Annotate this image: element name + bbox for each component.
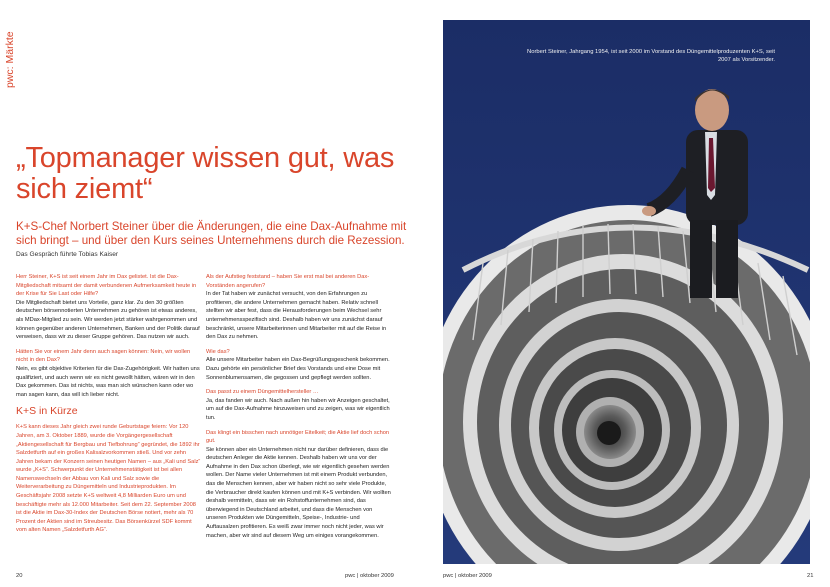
section-rubric	[4, 18, 18, 88]
byline: Das Gespräch führte Tobias Kaiser	[16, 251, 119, 258]
info-box-text: K+S kann dieses Jahr gleich zwei runde Geburtstage feiern: Vor 120 Jahren, am 3. Oktober 1889, wurde die Vorgängergesellschaft „Aktiengesellschaft für Bergbau und Tiefbohrung“ gegründet, die 1892 ihr Salzdetfurth auf ein großes Kalisalzvorkommen stieß. Und vor zehn Jahren bekam der Konzern seinen heutigen Namen – aus „Kali und Salz“ wurde „K+S“. Schwerpunkt der Unternehmenstätigkeit ist bei allen Namenswechseln der Abbau von Kali und Salz sowie die Weiterverarbeitung zu Düngemitteln und Industrieprodukten. Im Geschäftsjahr 2008 setzte K+S weltweit 4,8 Milliarden Euro um und beschäftigte mehr als 12.000 Mitarbeiter. Seit dem 22. September 2008 ist die Aktie im Dax-30-Index der Deutschen Börse notiert, mehr als 70 Prozent der Aktien sind im Streubesitz. Das Börsenkürzel SDF kommt vom alten Namen „Salzdetfurth AG“.	[16, 424, 201, 534]
info-box-title: K+S in Kürze	[16, 405, 78, 418]
question: Das passt zu einem Düngemittelhersteller …	[206, 389, 319, 396]
magazine-footer-left: pwc | oktober 2009	[345, 573, 394, 579]
question: Wie das?	[206, 348, 230, 355]
magazine-footer-right: pwc | oktober 2009	[443, 573, 492, 579]
answer: Ja, das fanden wir auch. Nach außen hin haben wir Anzeigen geschaltet, um auf die Dax-Aufnahme hinzuweisen und zu zeigen, was wir eigentlich tun.	[206, 397, 390, 421]
question: Als der Aufstieg feststand – haben Sie erst mal bei anderen Dax-Vorständen angerufen?	[206, 274, 370, 289]
article-column-2	[206, 273, 392, 546]
question: Hätten Sie vor einem Jahr denn auch sagen können: Nein, wir wollen nicht in den Dax?	[16, 348, 191, 364]
answer: Alle unsere Mitarbeiter haben ein Dax-Begrüßungsgeschenk bekommen. Dazu gehörte ein persönlicher Brief des Vorstands und eine Dose mit Sonnenblumensamen, die gegossen und gepflegt werden sollten.	[206, 357, 390, 381]
right-page	[415, 0, 830, 587]
page-number-left: 20	[16, 573, 23, 579]
page-number-right: 21	[807, 573, 814, 579]
answer: Die Mitgliedschaft bietet uns Vorteile, ganz klar. Zu den 30 größten deutschen börsennotierten Unternehmen zu gehören ist etwas anderes, als MDax-Mitglied zu sein. Wir werden jetzt stärker wahrgenommen und können gegenüber anderen Unternehmen, Banken und der Politik darauf verweisen, dass wir zu dieser Gruppe gehören. Das nutzen wir auch.	[16, 299, 200, 341]
rubric-label: pwc: Märkte	[4, 31, 16, 88]
article-column-1	[16, 273, 202, 535]
interview-block	[206, 388, 392, 422]
answer: Nein, es gibt objektive Kriterien für die Dax-Zugehörigkeit. Wir hatten uns qualifiziert, und auch wenn wir es nicht gewollt hätten, wären wir in den Dax gekommen. Das ist nichts, was man sich wünschen kann oder wo man sagen kann, das will ich lieber nicht.	[16, 365, 200, 398]
interview-block	[16, 273, 202, 342]
staircase-portrait-photo	[443, 20, 810, 564]
answer: Sie können aber ein Unternehmen nicht nur darüber definieren, dass die deutschen Anleger die Aktie kennen. Deshalb haben wir uns vor der Aufnahme in den Dax schon überlegt, wie wir eigentlich gesehen werden wollen. Der Name vieler Unternehmen ist mit einem Produkt verbunden, das die Menschen kennen, aber wir haben nicht so sehr viele Produkte, die Verbraucher direkt kaufen können und mit K+S verbinden. Wir wollten deshalb vermitteln, dass wir ein Rohstoffunternehmen sind, das überwiegend in Deutschland arbeitet, und dass die Menschen von unseren Produkten wie Düngemitteln, Speise-, Industrie- und Auftausalzen profitieren. Es weiß zwar immer noch nicht jeder, was wir machen, aber wir sind auf diesem Weg um einiges vorangekommen.	[206, 446, 391, 539]
question: Das klingt ein bisschen nach unnötiger Eitelkeit; die Aktie lief doch schon gut.	[206, 429, 390, 445]
interview-block	[206, 348, 392, 382]
subheadline: K+S-Chef Norbert Steiner über die Änderungen, die eine Dax-Aufnahme mit sich bringt – und über den Kurs seines Unternehmens durch die Rezession.	[16, 220, 407, 247]
interview-block	[206, 429, 392, 541]
headline: „Topmanager wissen gut, was sich ziemt“	[16, 142, 395, 205]
info-box	[16, 405, 202, 535]
question: Herr Steiner, K+S ist seit einem Jahr im Dax gelistet. Ist die Dax-Mitgliedschaft mitsamt der damit verbundenen Aufmerksamkeit heute in der Krise für Sie Last oder Hilfe?	[16, 274, 197, 298]
answer: In der Tat haben wir zunächst versucht, von den Erfahrungen zu profitieren, die andere Unternehmen gemacht haben. Relativ schnell stellten wir aber fest, dass die Herausforderungen beim Wechsel sehr unternehmensspezifisch sind. Deshalb haben wir uns zunächst darauf beschränkt, unsere Mitarbeiterinnen und Mitarbeiter mit auf die Reise in den Dax zu nehmen.	[206, 291, 387, 341]
photo-illustration	[443, 20, 810, 564]
interview-block	[206, 273, 392, 342]
photo-caption: Norbert Steiner, Jahrgang 1954, ist seit 2000 im Vorstand des Düngemittelproduzenten K+S, seit 2007 als Vorsitzender.	[527, 49, 775, 64]
interview-block	[16, 348, 202, 400]
